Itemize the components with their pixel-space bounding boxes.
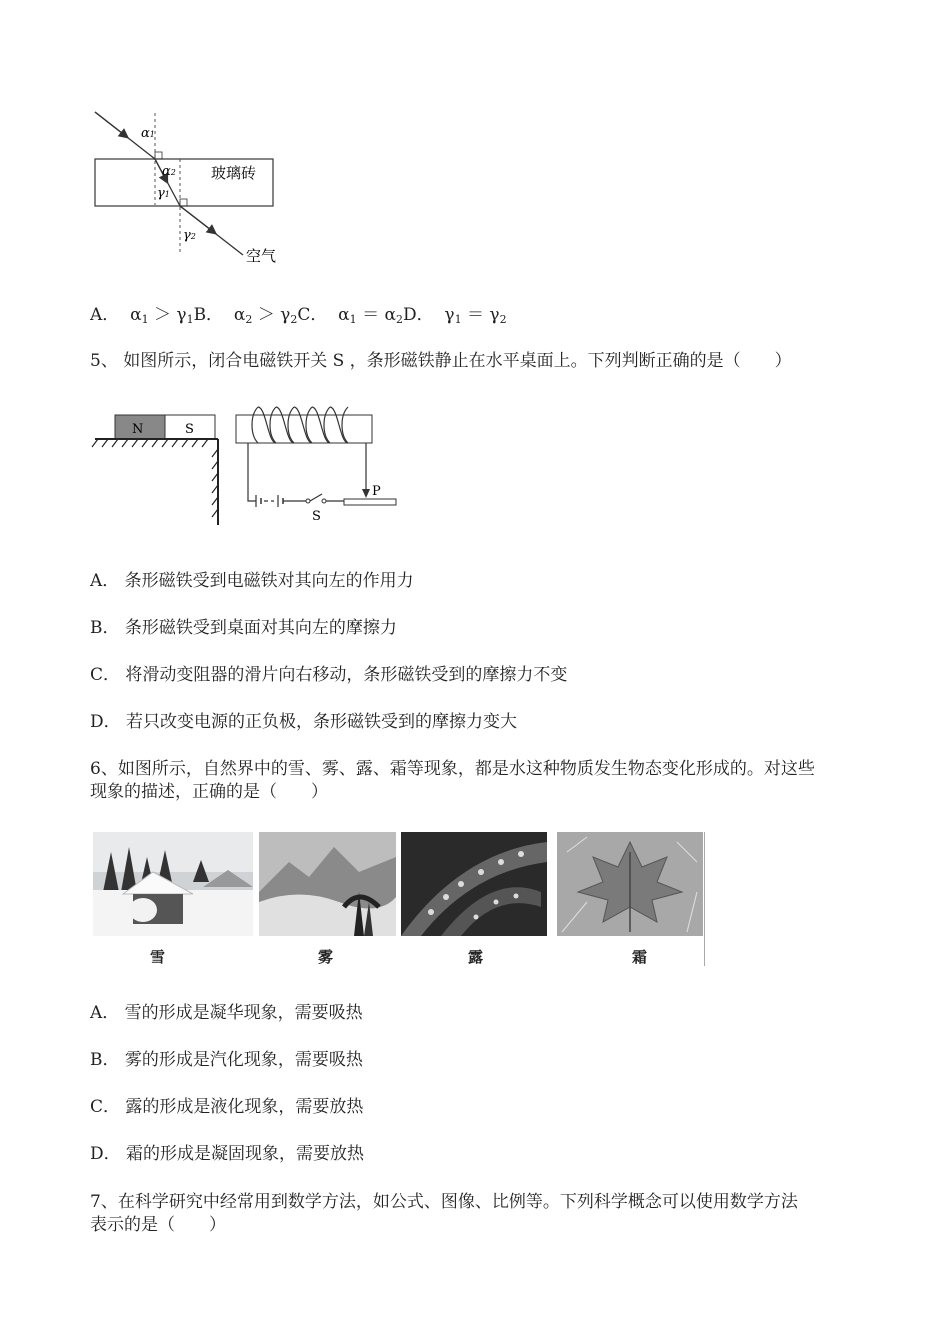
svg-text:S: S bbox=[185, 422, 194, 437]
glass-label: 玻璃砖 bbox=[211, 164, 257, 182]
dew-photo bbox=[401, 832, 547, 936]
frost-label: 霜 bbox=[632, 948, 648, 966]
q5-stem: 5、 如图所示，闭合电磁铁开关 S ，条形磁铁静止在水平桌面上。下列判断正确的是（ ） bbox=[90, 351, 792, 371]
q6-stem-line1: 6、如图所示，自然界中的雪、雾、露、霜等现象，都是水这种物质发生物态变化形成的。对这些 bbox=[90, 759, 815, 779]
fog-label: 雾 bbox=[318, 948, 334, 966]
snow-label: 雪 bbox=[150, 948, 166, 966]
q7-stem-line1: 7、在科学研究中经常用到数学方法，如公式、图像、比例等。下列科学概念可以使用数学方法 bbox=[90, 1192, 798, 1212]
q5-option-a: A． 条形磁铁受到电磁铁对其向左的作用力 bbox=[90, 571, 414, 591]
q7-stem-line2: 表示的是（ ） bbox=[90, 1215, 226, 1235]
photo-strip-border bbox=[704, 832, 705, 966]
slider-p-label: P bbox=[372, 484, 381, 499]
svg-text:S: S bbox=[312, 509, 321, 524]
q5-option-d: D． 若只改变电源的正负极，条形磁铁受到的摩擦力变大 bbox=[90, 712, 518, 732]
air-label: 空气 bbox=[246, 247, 277, 265]
q4-options: A． $\alpha_1 > \gamma_1B$． $\alpha_2 > \gamma_2C$． $\alpha_1 = \alpha_2D$． $\gamma_1 = \gamma_2$ bbox=[90, 305, 507, 326]
q6-option-c: C． 露的形成是液化现象，需要放热 bbox=[90, 1097, 364, 1117]
q6-option-d: D． 霜的形成是凝固现象，需要放热 bbox=[90, 1144, 365, 1164]
electromagnet-diagram bbox=[90, 405, 410, 530]
svg-text:γ1: γ1 bbox=[157, 186, 170, 201]
svg-text:α2: α2 bbox=[162, 164, 176, 179]
svg-text:γ2: γ2 bbox=[183, 228, 196, 243]
snow-photo bbox=[93, 832, 253, 936]
q6-option-a: A． 雪的形成是凝华现象，需要吸热 bbox=[90, 1003, 363, 1023]
svg-text:N: N bbox=[132, 422, 144, 437]
q5-option-c: C． 将滑动变阻器的滑片向右移动，条形磁铁受到的摩擦力不变 bbox=[90, 665, 568, 685]
rheostat bbox=[344, 499, 396, 505]
fog-photo bbox=[259, 832, 396, 936]
refraction-diagram bbox=[85, 105, 305, 270]
q6-stem-line2: 现象的描述，正确的是（ ） bbox=[90, 782, 328, 802]
svg-text:α1: α1 bbox=[141, 126, 155, 141]
q6-option-b: B． 雾的形成是汽化现象，需要吸热 bbox=[90, 1050, 363, 1070]
dew-label: 露 bbox=[468, 948, 484, 966]
frost-photo bbox=[557, 832, 703, 936]
q5-option-b: B． 条形磁铁受到桌面对其向左的摩擦力 bbox=[90, 618, 397, 638]
